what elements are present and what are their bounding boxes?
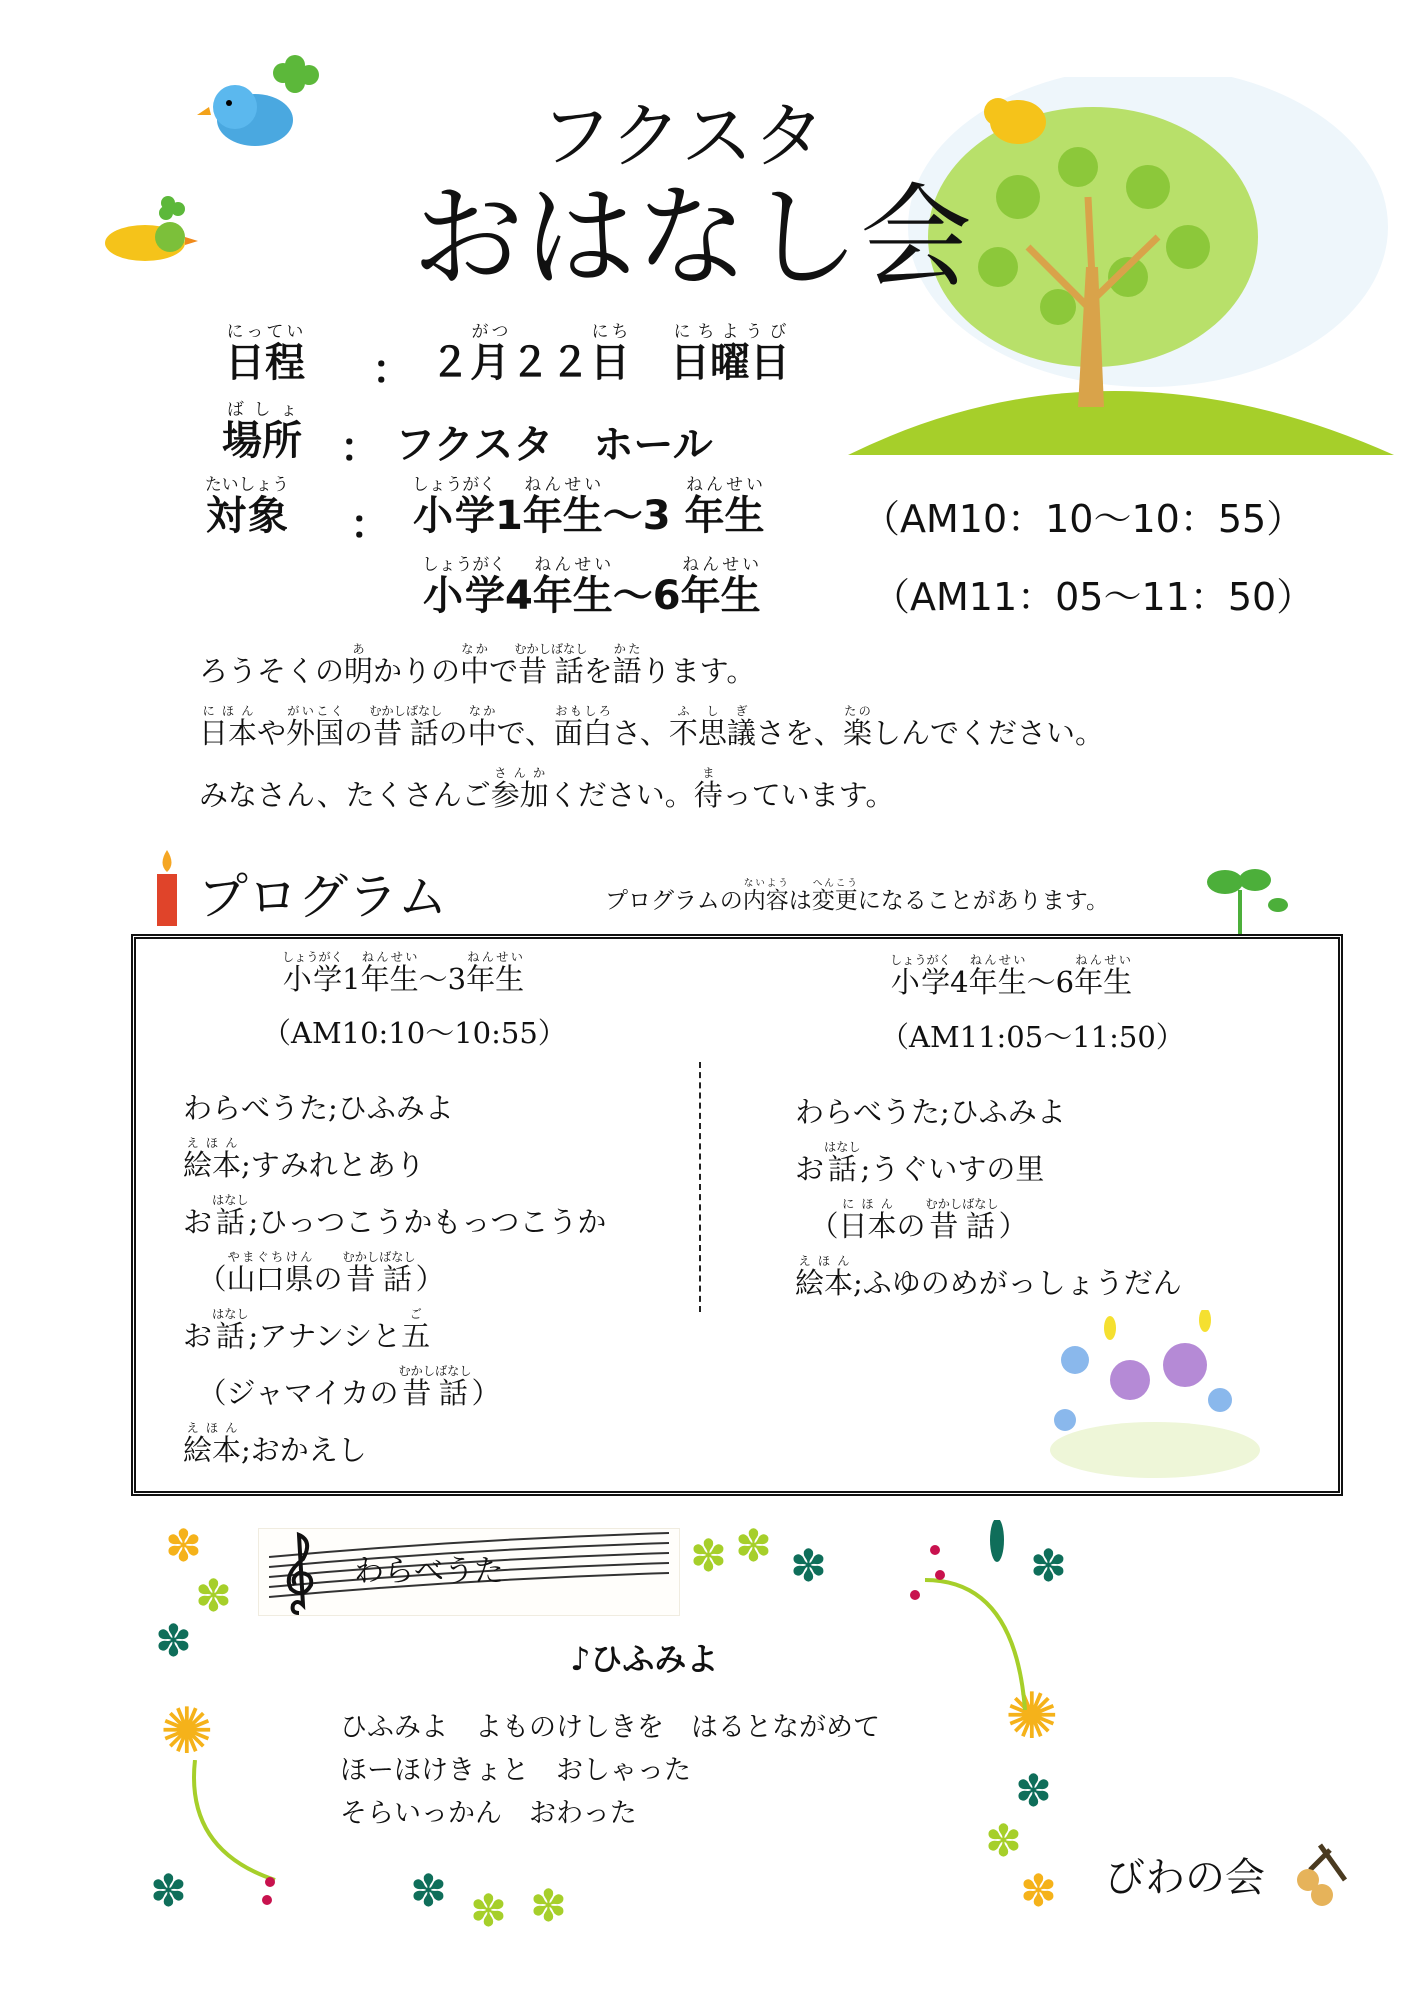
- flower-icon: ✽: [195, 1571, 232, 1622]
- furigana: ないよう: [742, 878, 789, 889]
- ruby-text: 小学しょうがく: [412, 474, 496, 539]
- text-segment: ;ひっつこうかもっつこうか: [248, 1205, 607, 1240]
- program-item: [183, 1239, 606, 1296]
- title-small: フクスタ: [540, 94, 826, 178]
- furigana: たの: [842, 704, 872, 718]
- treble-clef-icon: [289, 1535, 312, 1613]
- ruby-text: 年生ねんせい: [466, 950, 525, 996]
- furigana: ま: [693, 766, 723, 780]
- ruby-text: 話はなし: [212, 1307, 249, 1354]
- ruby-text: 年生ねんせい: [684, 474, 765, 539]
- colon: ：: [340, 425, 380, 471]
- target-group-2: [422, 554, 761, 619]
- furigana: さんか: [490, 766, 549, 780]
- text-segment: （: [183, 1262, 227, 1297]
- furigana: しょうがく: [412, 474, 496, 494]
- schedule-label: [225, 321, 305, 386]
- ruby-text: 年生ねんせい: [532, 554, 613, 619]
- schedule-value: [430, 321, 790, 386]
- flower-icon: ✽: [1020, 1866, 1057, 1917]
- ruby-text: 日曜日にちようび: [670, 321, 790, 386]
- violet-flowers-illustration: [1045, 1310, 1270, 1480]
- text-segment: フクスタ ホール: [395, 422, 713, 468]
- text-segment: [630, 340, 670, 386]
- warabeuta-banner: [258, 1528, 680, 1616]
- ruby-text: 不思議ふしぎ: [668, 704, 756, 750]
- target-time-1: （AM10：10～10：55）: [862, 497, 1305, 541]
- text-segment: ～3: [418, 962, 467, 996]
- text-segment: お: [795, 1152, 825, 1187]
- warabeuta-banner-label: わらべうた: [354, 1554, 504, 1589]
- text-segment: 4: [504, 573, 533, 619]
- program-item: [183, 1182, 606, 1239]
- text-segment: の: [313, 1262, 343, 1297]
- sprout-icon: [1200, 860, 1290, 935]
- loquat-icon: [1290, 1840, 1355, 1910]
- program-item: [795, 1186, 1182, 1243]
- ruby-text: 変更へんこう: [811, 878, 858, 914]
- ruby-text: 昔話むかしばなし: [925, 1197, 999, 1244]
- text-segment: ;おかえし: [241, 1433, 367, 1468]
- text-segment: わらべうた;ひふみよ: [795, 1095, 1066, 1130]
- text-segment: っています。: [722, 778, 895, 812]
- furigana: はなし: [212, 1307, 249, 1322]
- furigana: しょうがく: [890, 953, 951, 967]
- left-grade: [282, 950, 524, 996]
- text-segment: や: [257, 716, 287, 750]
- ruby-text: 話はなし: [212, 1193, 249, 1240]
- text-segment: ;うぐいすの里: [860, 1152, 1045, 1187]
- text-segment: ２: [430, 340, 470, 386]
- text-segment: の: [896, 1209, 926, 1244]
- ruby-text: 語かた: [612, 642, 642, 688]
- text-segment: ）: [415, 1262, 445, 1297]
- ruby-text: 小学しょうがく: [282, 950, 343, 996]
- furigana: おもしろ: [554, 704, 613, 718]
- furigana: へんこう: [811, 878, 858, 889]
- program-item: [183, 1296, 606, 1353]
- text-segment: ２２: [510, 340, 590, 386]
- target-time-2: （AM11：05～11：50）: [872, 575, 1315, 619]
- furigana: はなし: [212, 1193, 249, 1208]
- program-item: [795, 1243, 1182, 1300]
- furigana: ねんせい: [1074, 953, 1133, 967]
- ruby-text: 日にち: [590, 321, 630, 386]
- text-segment: ろうそくの: [199, 654, 345, 688]
- ruby-text: 小学しょうがく: [422, 554, 506, 619]
- text-segment: ;アナンシと: [248, 1319, 402, 1354]
- right-time: （AM11:05～11:50）: [880, 1020, 1185, 1054]
- furigana: ねんせい: [680, 554, 761, 574]
- furigana: ねんせい: [466, 950, 525, 964]
- furigana: なか: [467, 704, 497, 718]
- text-segment: お: [183, 1205, 213, 1240]
- text-segment: しんでください。: [871, 716, 1104, 750]
- furigana: はなし: [824, 1140, 861, 1155]
- target-group-1: [412, 474, 765, 539]
- text-segment: プログラムの: [605, 888, 743, 914]
- furigana: むかしばなし: [514, 642, 588, 656]
- column-divider: [699, 1062, 701, 1312]
- song-title: ♪ひふみよ: [570, 1640, 719, 1678]
- ruby-text: 面白おもしろ: [554, 704, 613, 750]
- lyric-line: ほーほけきょと おしゃった: [340, 1755, 691, 1786]
- flower-icon: ✽: [790, 1541, 827, 1592]
- furigana: ばしょ: [222, 399, 302, 419]
- colon: ：: [372, 347, 412, 393]
- program-item: [183, 1410, 606, 1467]
- text-segment: ）: [998, 1209, 1028, 1244]
- ruby-text: 昔話むかしばなし: [514, 642, 588, 688]
- lyric-line: そらいっかん おわった: [340, 1798, 637, 1829]
- page-title: おはなし会: [412, 173, 972, 303]
- ruby-text: 日本にほん: [838, 1197, 897, 1244]
- text-segment: ;すみれとあり: [241, 1148, 425, 1183]
- text-segment: 1: [494, 493, 523, 539]
- left-time: （AM10:10～10:55）: [262, 1016, 567, 1050]
- text-segment: みなさん、たくさんご: [199, 778, 491, 812]
- program-item: [183, 1353, 606, 1410]
- furigana: えほん: [183, 1136, 242, 1151]
- right-program-list: [795, 1072, 1182, 1300]
- furigana: むかしばなし: [369, 704, 443, 718]
- flower-icon: ✽: [1030, 1541, 1067, 1592]
- ruby-text: 年生ねんせい: [522, 474, 603, 539]
- furigana: むかしばなし: [342, 1250, 416, 1265]
- text-segment: （ジャマイカの: [183, 1376, 399, 1411]
- text-segment: かりの: [373, 654, 461, 688]
- ruby-text: 山口県やまぐちけん: [226, 1250, 314, 1297]
- ruby-text: 場所ばしょ: [222, 399, 302, 464]
- text-segment: の: [438, 716, 468, 750]
- ruby-text: 日本にほん: [199, 704, 258, 750]
- program-title: プログラム: [198, 868, 448, 926]
- furigana: やまぐちけん: [226, 1250, 314, 1265]
- flower-icon: ✽: [150, 1866, 187, 1917]
- intro-line-2: [199, 704, 1104, 751]
- furigana: むかしばなし: [398, 1364, 472, 1379]
- colon: ：: [350, 502, 390, 548]
- place-label: [222, 399, 302, 464]
- ruby-text: 昔話むかしばなし: [342, 1250, 416, 1297]
- text-segment: の: [344, 716, 374, 750]
- ruby-text: 昔話むかしばなし: [398, 1364, 472, 1411]
- flower-icon: ✽: [690, 1531, 727, 1582]
- ruby-text: 絵本えほん: [795, 1254, 854, 1301]
- left-program-list: [183, 1068, 606, 1467]
- furigana: ねんせい: [968, 953, 1027, 967]
- furigana: ねんせい: [522, 474, 603, 494]
- text-segment: さを、: [755, 716, 843, 750]
- furigana: にち: [590, 321, 630, 341]
- blue-bird-icon: [195, 45, 325, 160]
- ruby-text: 参加さんか: [490, 766, 549, 812]
- program-note: [605, 878, 1109, 914]
- ruby-text: 話はなし: [824, 1140, 861, 1187]
- text-segment: さ、: [612, 716, 669, 750]
- ruby-text: 楽たの: [842, 704, 872, 750]
- furigana: ねんせい: [532, 554, 613, 574]
- text-segment: お: [183, 1319, 213, 1354]
- furigana: にちようび: [670, 321, 790, 341]
- ruby-text: 中なか: [467, 704, 497, 750]
- candle-icon: [152, 848, 182, 928]
- flower-icon: ✽: [985, 1816, 1022, 1867]
- text-segment: で、: [496, 716, 555, 750]
- text-segment: ～6: [1026, 965, 1075, 999]
- ruby-text: 絵本えほん: [183, 1136, 242, 1183]
- furigana: かた: [612, 642, 642, 656]
- furigana: むかしばなし: [925, 1197, 999, 1212]
- ruby-text: 年生ねんせい: [680, 554, 761, 619]
- yellow-bird-icon: [90, 185, 200, 280]
- text-segment: 4: [950, 965, 969, 999]
- lyric-line: ひふみよ よものけしきを はるとながめて: [340, 1712, 880, 1743]
- flower-icon: ✽: [735, 1521, 772, 1572]
- ruby-text: 明あ: [344, 642, 374, 688]
- program-item: [795, 1129, 1182, 1186]
- text-segment: を: [583, 654, 613, 688]
- furigana: ご: [401, 1307, 431, 1322]
- ruby-text: 対象たいしょう: [205, 474, 289, 539]
- furigana: しょうがく: [282, 950, 343, 964]
- ruby-text: 中なか: [460, 642, 490, 688]
- text-segment: ります。: [641, 654, 756, 688]
- text-segment: （: [795, 1209, 839, 1244]
- ruby-text: 年生ねんせい: [968, 953, 1027, 999]
- ruby-text: 年生ねんせい: [1074, 953, 1133, 999]
- program-item: [183, 1068, 606, 1125]
- text-segment: ～3: [602, 493, 685, 539]
- furigana: にほん: [838, 1197, 897, 1212]
- text-segment: で: [489, 654, 519, 688]
- text-segment: ～6: [612, 573, 681, 619]
- vine-icon: [905, 1520, 1065, 1720]
- ruby-text: 月がつ: [470, 321, 510, 386]
- furigana: なか: [460, 642, 490, 656]
- flower-icon: ✽: [470, 1886, 507, 1937]
- furigana: にほん: [199, 704, 258, 718]
- text-segment: ）: [471, 1376, 501, 1411]
- ruby-text: 昔話むかしばなし: [369, 704, 443, 750]
- furigana: えほん: [183, 1421, 242, 1436]
- flower-icon: ✺: [1005, 1680, 1059, 1754]
- ruby-text: 絵本えほん: [183, 1421, 242, 1468]
- place-value: [395, 422, 713, 468]
- target-label: [205, 474, 289, 539]
- club-name: びわの会: [1105, 1855, 1265, 1901]
- vine-icon: [155, 1760, 285, 1920]
- furigana: がつ: [470, 321, 510, 341]
- furigana: しょうがく: [422, 554, 506, 574]
- flower-icon: ✺: [160, 1695, 214, 1769]
- text-segment: は: [788, 888, 812, 914]
- flower-icon: ✽: [155, 1616, 192, 1667]
- flower-icon: ✽: [165, 1521, 202, 1572]
- text-segment: 1: [342, 962, 361, 996]
- text-segment: わらべうた;ひふみよ: [183, 1091, 454, 1126]
- ruby-text: 五ご: [401, 1307, 431, 1354]
- furigana: ふしぎ: [668, 704, 756, 718]
- text-segment: ください。: [548, 778, 694, 812]
- ruby-text: 内容ないよう: [742, 878, 789, 914]
- ruby-text: 待ま: [693, 766, 723, 812]
- ruby-text: 外国がいこく: [286, 704, 345, 750]
- text-segment: になることがあります。: [857, 888, 1109, 914]
- program-item: [795, 1072, 1182, 1129]
- flower-icon: ✽: [530, 1881, 567, 1932]
- furigana: たいしょう: [205, 474, 289, 494]
- ruby-text: 小学しょうがく: [890, 953, 951, 999]
- furigana: ねんせい: [684, 474, 765, 494]
- furigana: がいこく: [286, 704, 345, 718]
- ruby-text: 日程にってい: [225, 321, 305, 386]
- flower-icon: ✽: [1015, 1766, 1052, 1817]
- right-grade: [890, 953, 1132, 999]
- text-segment: ;ふゆのめがっしょうだん: [853, 1266, 1182, 1301]
- intro-line-3: [199, 766, 894, 813]
- flower-icon: ✽: [410, 1866, 447, 1917]
- furigana: あ: [344, 642, 374, 656]
- furigana: ねんせい: [360, 950, 419, 964]
- intro-line-1: [199, 642, 755, 689]
- furigana: えほん: [795, 1254, 854, 1269]
- furigana: にってい: [225, 321, 305, 341]
- program-item: [183, 1125, 606, 1182]
- ruby-text: 年生ねんせい: [360, 950, 419, 996]
